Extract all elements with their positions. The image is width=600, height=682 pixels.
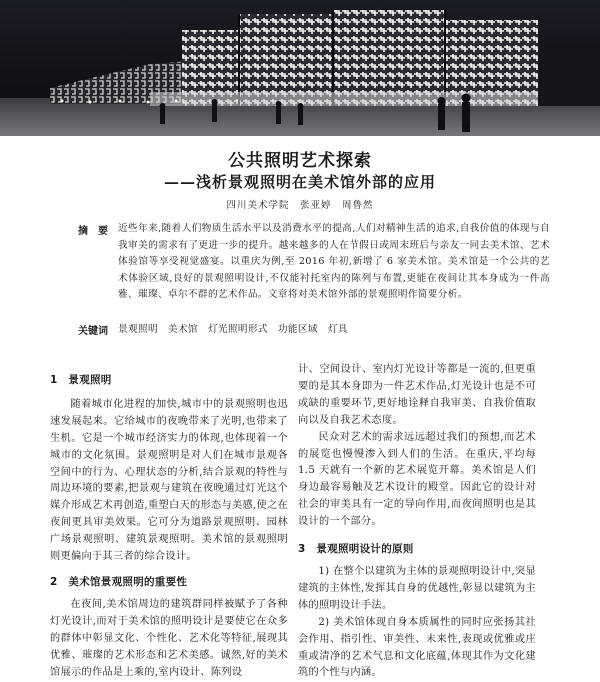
section-2-paragraph: 在夜间,美术馆周边的建筑群同样被赋予了各种灯光设计,而对于美术馆的照明设计是要使它在众多的群体中彰显文化、个性化、艺术化等特征,展现其优雅、璀璨的艺术形态和艺术美感。诚然,好的美术馆展示的作品是上乘的,室内设计、陈列设 [50,598,288,678]
section-1-paragraph: 随着城市化进程的加快,城市中的景观照明也迅速发展起来。它给城市的夜晚带来了光明,也带来了生机。它是一个城市经济实力的体现,也体现着一个城市的文化氛围。景观照明是对人们在城市景观各空间中的行为、心理状态的分析,结合景观的特性与周边环境的要素,把景观与建筑在夜晚通过灯光这个媒介形成艺术再创造,重塑白天的形态与美感,使之在夜间更具审美效果。它可分为道路景观照明、园林广场景观照明、建筑景观照明。美术馆的景观照明则更偏向于其三者的综合设计。 [50,398,288,563]
museum-night-photo [0,0,600,136]
right-column [298,362,536,682]
section-1-heading: 1 景观照明 [50,374,112,386]
article-subtitle: ——浅析景观照明在美术馆外部的应用 [163,173,436,191]
section-2-paragraph-2: 民众对艺术的需求远远超过我们的预想,而艺术的展览也慢慢渗入到人们的生活。在重庆,平均每 1.5 天就有一个新的艺术展览开幕。美术馆是人们身边最容易触及艺术设计的殿堂。因此它的设计对社会的审美具有一定的导向作用,而夜间照明也是其设计的一个部分。 [298,431,536,528]
article-authors: 四川美术学院 张亚婷 周鲁然 [226,200,374,211]
section-2-continuation: 计、空间设计、室内灯光设计等都是一流的,但更重要的是其本身即为一件艺术作品,灯光设计也是不可或缺的重要环节,更好地诠释自我审美、自我价值取向以及自我艺术态度。 [298,364,536,426]
left-column [50,372,288,681]
section-2-heading: 2 美术馆景观照明的重要性 [50,575,188,588]
header-photo [0,0,600,136]
principle-1: 1) 在整个以建筑为主体的景观照明设计中,突显建筑的主体性,发挥其自身的优越性,彰显以建筑为主体的照明设计手法。 [298,565,536,611]
keywords-label: 关键词 [78,326,108,337]
principle-2: 2) 美术馆体现自身本质属性的同时应张扬其社会作用、指引性、审美性、未来性,表现或优雅或庄重或清净的艺术气息和文化底蕴,体现其作为文化建筑的个性与内涵。 [298,616,536,679]
abstract-label: 摘 要 [78,226,108,237]
abstract-text: 近些年来,随着人们物质生活水平以及消费水平的提高,人们对精神生活的追求,自我价值的体现与自我审美的需求有了更进一步的提升。越来越多的人在节假日或周末班后与亲友一同去美术馆、艺术体验馆等享受视觉盛宴。以重庆为例,至 2016 年初,新增了 6 家美术馆。美术馆是一个公共的艺术体验区域,良好的景观照明设计,不仅能衬托室内的陈列与布置,更能在夜间让其本身成为一件高雅、璀璨、卓尔不群的艺术作品。文章将对美术馆外部的景观照明作简要分析。 [118,223,550,301]
article-title: 公共照明艺术探索 [228,151,372,171]
section-3-heading: 3 景观照明设计的原则 [298,543,414,556]
keywords-text: 景观照明 美术馆 灯光照明形式 功能区域 灯具 [118,324,348,335]
